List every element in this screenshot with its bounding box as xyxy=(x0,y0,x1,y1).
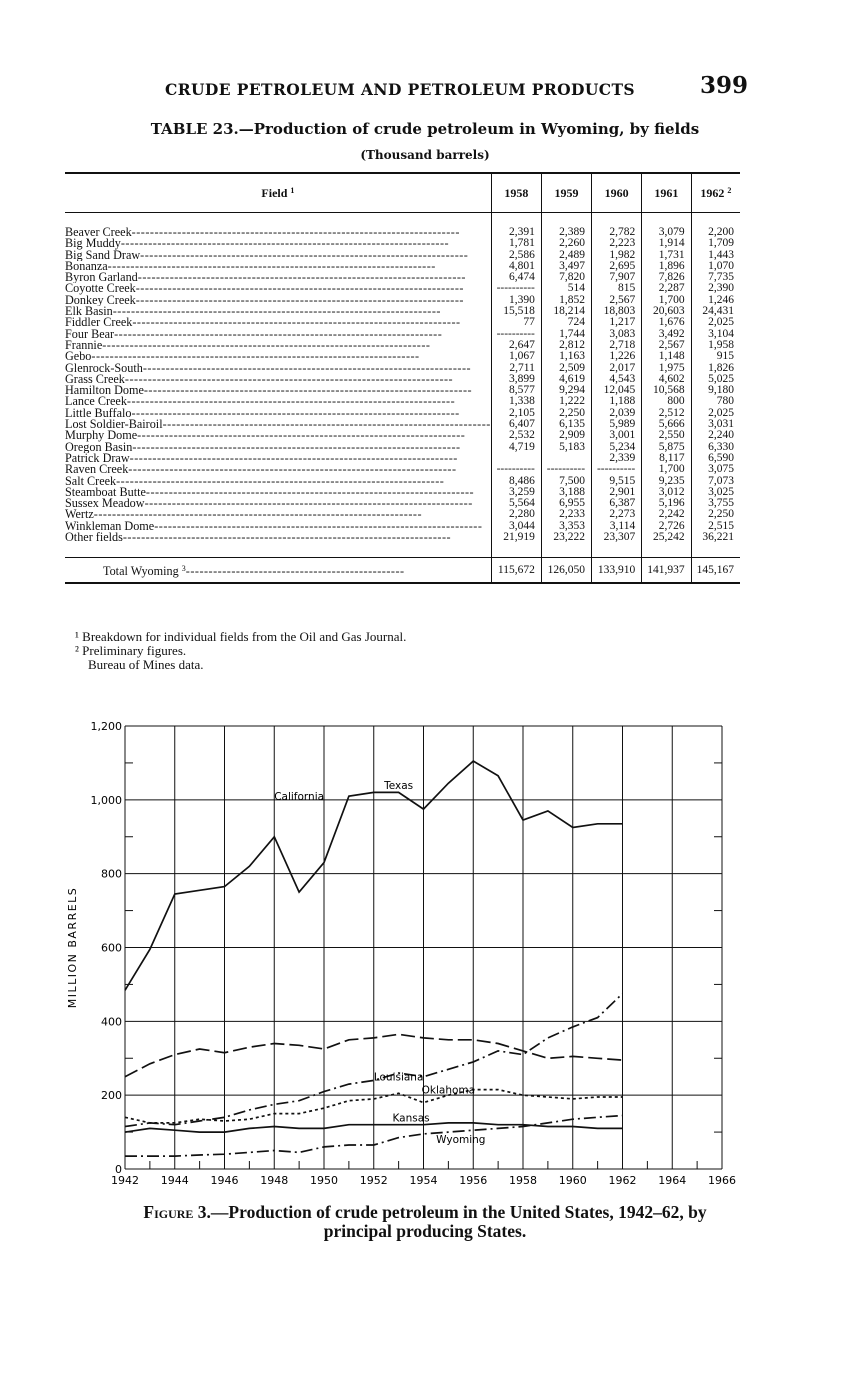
leader-dots: ------------------------------------------------------------------------ xyxy=(137,430,466,442)
table-header-row xyxy=(65,173,740,213)
value-cell: 1,958 xyxy=(691,340,740,351)
value-cell: 5,666 xyxy=(642,419,691,430)
series-label-california: California xyxy=(274,790,325,803)
y-tick-label: 200 xyxy=(101,1089,122,1103)
x-tick-label: 1942 xyxy=(111,1174,139,1187)
field-name: Hamilton Dome xyxy=(65,385,144,397)
field-name: Coyotte Creek xyxy=(65,283,136,295)
value-cell: 4,719 xyxy=(491,442,541,453)
value-cell: 3,001 xyxy=(592,430,642,441)
leader-dots: ------------------------------------------------------------------------ xyxy=(131,407,460,420)
table-row xyxy=(65,385,740,396)
leader-dots: ------------------------------------------------------------------------ xyxy=(107,260,436,273)
x-tick-label: 1964 xyxy=(658,1174,687,1187)
running-head xyxy=(0,68,850,108)
value-cell: 2,105 xyxy=(491,408,541,419)
total-value-cell: 115,672 xyxy=(491,558,541,584)
table-row xyxy=(65,351,740,362)
field-name: Salt Creek xyxy=(65,475,117,487)
figure-caption xyxy=(0,1203,850,1241)
table-row xyxy=(65,498,740,509)
field-name: Wertz xyxy=(65,509,94,521)
leader-dots: ------------------------------------------------------------------------ xyxy=(154,520,483,533)
field-name: Big Muddy xyxy=(65,238,121,250)
leader-dots: ------------------------------------------------------------------------ xyxy=(124,373,454,386)
value-cell: 2,515 xyxy=(691,521,740,532)
x-tick-label: 1958 xyxy=(509,1174,537,1187)
leader-dots: ------------------------------------------------------------------------ xyxy=(114,328,443,340)
value-cell: 2,250 xyxy=(691,509,740,520)
field-name: Frannie xyxy=(65,339,103,352)
value-cell: 5,196 xyxy=(642,498,691,509)
value-cell: 36,221 xyxy=(691,532,740,543)
table-spacer-row xyxy=(65,213,740,228)
leader-dots: ------------------------------------------------------------------------ xyxy=(126,396,456,408)
table-row xyxy=(65,374,740,385)
value-cell: 1,222 xyxy=(541,396,591,407)
total-value-cell: 126,050 xyxy=(541,558,591,584)
table-row xyxy=(65,283,740,294)
value-cell: 1,914 xyxy=(642,238,691,249)
year-label: 1962 xyxy=(700,185,725,200)
value-cell: 1,246 xyxy=(691,295,740,306)
value-cell: 3,025 xyxy=(691,487,740,498)
production-table xyxy=(65,172,740,584)
value-cell: 1,826 xyxy=(691,363,740,374)
leader-dots: ------------------------------------------------ xyxy=(185,564,405,579)
field-name: Fiddler Creek xyxy=(65,317,133,329)
value-cell: 3,353 xyxy=(541,521,591,532)
leader-dots: ------------------------------------------------------------------------ xyxy=(145,486,475,499)
table-row xyxy=(65,419,740,430)
value-cell: 7,500 xyxy=(541,476,591,487)
value-cell: ---------- xyxy=(491,283,541,294)
leader-dots: ------------------------------------------------------------------------ xyxy=(137,272,466,284)
value-cell: 2,017 xyxy=(592,363,642,374)
field-name: Steamboat Butte xyxy=(65,486,146,499)
value-cell: 3,114 xyxy=(592,521,642,532)
field-name: Sussex Meadow xyxy=(65,498,145,510)
value-cell: 9,235 xyxy=(642,476,691,487)
x-tick-label: 1956 xyxy=(459,1174,488,1187)
value-cell: 2,489 xyxy=(541,250,591,261)
table-row xyxy=(65,396,740,407)
value-cell: 8,117 xyxy=(642,453,691,464)
leader-dots: ------------------------------------------------------------------------ xyxy=(129,452,458,465)
year-column-header xyxy=(491,173,541,213)
footnotes xyxy=(75,630,406,672)
field-name: Patrick Draw xyxy=(65,452,130,465)
value-cell: 3,104 xyxy=(691,329,740,340)
value-cell: 6,955 xyxy=(541,498,591,509)
value-cell: 3,075 xyxy=(691,464,740,475)
value-cell: 3,012 xyxy=(642,487,691,498)
value-cell: 2,567 xyxy=(642,340,691,351)
value-cell: 2,909 xyxy=(541,430,591,441)
value-cell: 1,982 xyxy=(592,250,642,261)
field-name: Big Sand Draw xyxy=(65,249,141,261)
value-cell: 7,735 xyxy=(691,272,740,283)
leader-dots: ------------------------------------------------------------------------ xyxy=(131,227,460,239)
value-cell: 1,390 xyxy=(491,295,541,306)
value-cell: 2,391 xyxy=(491,227,541,238)
value-cell: ---------- xyxy=(541,464,591,475)
table-row xyxy=(65,340,740,351)
value-cell: 2,567 xyxy=(592,295,642,306)
field-name: Elk Basin xyxy=(65,306,113,318)
value-cell: 2,233 xyxy=(541,509,591,520)
value-cell: 9,515 xyxy=(592,476,642,487)
series-label-louisiana: Louisiana xyxy=(373,1071,424,1084)
value-cell: ---------- xyxy=(491,464,541,475)
field-name: Grass Creek xyxy=(65,373,125,386)
field-name: Lost Soldier-Bairoil xyxy=(65,419,163,431)
y-tick-label: 0 xyxy=(115,1163,122,1176)
value-cell: 23,307 xyxy=(592,532,642,543)
value-cell: 1,709 xyxy=(691,238,740,249)
value-cell: 6,407 xyxy=(491,419,541,430)
table-row xyxy=(65,238,740,249)
series-label-wyoming: Wyoming xyxy=(436,1134,486,1147)
value-cell: 10,568 xyxy=(642,385,691,396)
value-cell: 5,025 xyxy=(691,374,740,385)
value-cell: 1,896 xyxy=(642,261,691,272)
value-cell: 9,294 xyxy=(541,385,591,396)
leader-dots: ------------------------------------------------------------------------ xyxy=(112,306,441,318)
value-cell: 2,512 xyxy=(642,408,691,419)
series-label-kansas: Kansas xyxy=(392,1112,430,1125)
field-name: Glenrock-South xyxy=(65,362,143,374)
field-name: Byron Garland xyxy=(65,272,138,284)
field-name: Little Buffalo xyxy=(65,407,132,420)
y-tick-label: 1,000 xyxy=(90,793,122,807)
value-cell: 20,603 xyxy=(642,306,691,317)
value-cell: 1,852 xyxy=(541,295,591,306)
leader-dots: ------------------------------------------------------------------------ xyxy=(128,464,457,476)
x-tick-label: 1960 xyxy=(558,1174,587,1187)
value-cell: 724 xyxy=(541,317,591,328)
value-cell: 1,731 xyxy=(642,250,691,261)
table-row xyxy=(65,295,740,306)
value-cell: 1,148 xyxy=(642,351,691,362)
value-cell: 2,242 xyxy=(642,509,691,520)
value-cell: ---------- xyxy=(491,329,541,340)
value-cell: 7,073 xyxy=(691,476,740,487)
field-name: Other fields xyxy=(65,532,123,544)
leader-dots: ------------------------------------------------------------------------ xyxy=(102,339,431,352)
value-cell: 1,338 xyxy=(491,396,541,407)
value-cell: 815 xyxy=(592,283,642,294)
value-cell: 2,550 xyxy=(642,430,691,441)
value-cell: 6,387 xyxy=(592,498,642,509)
table-row xyxy=(65,363,740,374)
y-tick-label: 600 xyxy=(101,941,122,955)
leader-dots: ------------------------------------------------------------------------ xyxy=(140,249,469,261)
field-column-header xyxy=(65,173,491,213)
value-cell: 6,330 xyxy=(691,442,740,453)
value-cell: 3,079 xyxy=(642,227,691,238)
y-tick-label: 1,200 xyxy=(90,720,122,733)
leader-dots: ------------------------------------------------------------------------ xyxy=(162,419,491,431)
value-cell: 5,989 xyxy=(592,419,642,430)
field-name: Four Bear xyxy=(65,328,115,340)
value-cell: 2,711 xyxy=(491,363,541,374)
table-row xyxy=(65,532,740,543)
value-cell: ---------- xyxy=(592,464,642,475)
value-cell: 800 xyxy=(642,396,691,407)
field-name: Winkleman Dome xyxy=(65,520,155,533)
x-tick-label: 1946 xyxy=(210,1174,239,1187)
leader-dots: ------------------------------------------------------------------------ xyxy=(144,498,473,510)
table-row xyxy=(65,487,740,498)
value-cell: 1,443 xyxy=(691,250,740,261)
table-row xyxy=(65,476,740,487)
x-tick-label: 1954 xyxy=(409,1174,438,1187)
table-row xyxy=(65,509,740,520)
value-cell: 1,700 xyxy=(642,464,691,475)
x-tick-label: 1944 xyxy=(160,1174,189,1187)
table-row xyxy=(65,329,740,340)
value-cell: 1,217 xyxy=(592,317,642,328)
year-label: 1960 xyxy=(604,185,629,200)
value-cell: 4,801 xyxy=(491,261,541,272)
series-label-texas: Texas xyxy=(384,779,414,792)
field-name: Beaver Creek xyxy=(65,227,132,239)
value-cell: 1,067 xyxy=(491,351,541,362)
footnote: Bureau of Mines data. xyxy=(88,657,204,672)
value-cell: 7,826 xyxy=(642,272,691,283)
leader-dots: ------------------------------------------------------------------------ xyxy=(143,385,473,397)
leader-dots: ------------------------------------------------------------------------ xyxy=(93,509,423,521)
table-row xyxy=(65,261,740,272)
x-tick-label: 1966 xyxy=(708,1174,736,1187)
total-value-cell: 145,167 xyxy=(691,558,740,584)
value-cell: 3,899 xyxy=(491,374,541,385)
table-row xyxy=(65,430,740,441)
value-cell: 2,339 xyxy=(592,453,642,464)
value-cell: 1,226 xyxy=(592,351,642,362)
value-cell: 1,163 xyxy=(541,351,591,362)
value-cell: 2,389 xyxy=(541,227,591,238)
figure-caption-line: principal producing States. xyxy=(323,1221,527,1241)
field-name: Raven Creek xyxy=(65,464,129,476)
value-cell: 1,676 xyxy=(642,317,691,328)
value-cell: 2,250 xyxy=(541,408,591,419)
year-column-header xyxy=(541,173,591,213)
x-tick-label: 1948 xyxy=(260,1174,289,1187)
value-cell: 2,390 xyxy=(691,283,740,294)
field-header-label: Field xyxy=(261,185,288,200)
table-row xyxy=(65,408,740,419)
year-label: 1959 xyxy=(554,185,579,200)
value-cell: 4,619 xyxy=(541,374,591,385)
value-cell: 3,497 xyxy=(541,261,591,272)
value-cell: 2,200 xyxy=(691,227,740,238)
footnote: ² Preliminary figures. xyxy=(75,643,187,658)
value-cell: 1,781 xyxy=(491,238,541,249)
value-cell: 3,031 xyxy=(691,419,740,430)
value-cell: 2,782 xyxy=(592,227,642,238)
table-row xyxy=(65,317,740,328)
year-label: 1958 xyxy=(504,185,529,200)
x-tick-label: 1962 xyxy=(608,1174,637,1187)
value-cell: 6,474 xyxy=(491,272,541,283)
figure-label: Figure 3. xyxy=(143,1202,211,1222)
value-cell: 2,025 xyxy=(691,408,740,419)
value-cell: 4,543 xyxy=(592,374,642,385)
table-row xyxy=(65,250,740,261)
value-cell: 24,431 xyxy=(691,306,740,317)
value-cell: 2,726 xyxy=(642,521,691,532)
value-cell: 3,492 xyxy=(642,329,691,340)
value-cell: 3,755 xyxy=(691,498,740,509)
value-cell: 5,183 xyxy=(541,442,591,453)
table-row xyxy=(65,464,740,475)
total-row xyxy=(65,558,740,584)
value-cell: 780 xyxy=(691,396,740,407)
leader-dots: ------------------------------------------------------------------------ xyxy=(142,362,472,374)
year-column-header xyxy=(642,173,691,213)
value-cell: 7,820 xyxy=(541,272,591,283)
field-name: Murphy Dome xyxy=(65,430,138,442)
field-name: Bonanza xyxy=(65,260,108,273)
table-body xyxy=(65,213,740,584)
total-value-cell: 141,937 xyxy=(642,558,691,584)
leader-dots: ------------------------------------------------------------------------ xyxy=(132,441,461,453)
value-cell: 2,532 xyxy=(491,430,541,441)
value-cell: 2,240 xyxy=(691,430,740,441)
value-cell: 2,025 xyxy=(691,317,740,328)
leader-dots: ------------------------------------------------------------------------ xyxy=(135,294,464,307)
total-label: Total Wyoming xyxy=(103,564,179,579)
value-cell: 1,700 xyxy=(642,295,691,306)
value-cell: 18,214 xyxy=(541,306,591,317)
value-cell: 2,586 xyxy=(491,250,541,261)
table-row xyxy=(65,453,740,464)
leader-dots: ------------------------------------------------------------------------ xyxy=(135,283,464,295)
year-column-header xyxy=(592,173,642,213)
value-cell: 2,260 xyxy=(541,238,591,249)
figure-caption-line: —Production of crude petroleum in the United States, 1942–62, by xyxy=(210,1202,707,1222)
value-cell: 3,044 xyxy=(491,521,541,532)
table-subtitle: (Thousand barrels) xyxy=(360,148,490,162)
year-column-header xyxy=(691,173,740,213)
series-label-oklahoma: Oklahoma xyxy=(421,1084,476,1097)
y-tick-label: 400 xyxy=(101,1015,122,1029)
field-header-footnote-mark: 1 xyxy=(290,185,295,195)
value-cell: 2,223 xyxy=(592,238,642,249)
field-name: Donkey Creek xyxy=(65,294,136,307)
value-cell: 3,188 xyxy=(541,487,591,498)
table-title: TABLE 23.—Production of crude petroleum in Wyoming, by fields xyxy=(150,120,700,138)
year-footnote-mark: 2 xyxy=(727,185,732,195)
value-cell: 5,564 xyxy=(491,498,541,509)
leader-dots: ------------------------------------------------------------------------ xyxy=(120,238,450,250)
leader-dots: ------------------------------------------------------------------------ xyxy=(91,351,420,363)
footnote: ¹ Breakdown for individual fields from the Oil and Gas Journal. xyxy=(75,629,407,644)
page-number: 399 xyxy=(700,72,749,99)
value-cell: 1,188 xyxy=(592,396,642,407)
table-spacer-row xyxy=(65,543,740,558)
leader-dots: ------------------------------------------------------------------------ xyxy=(122,532,452,544)
table-row xyxy=(65,272,740,283)
value-cell: 3,259 xyxy=(491,487,541,498)
table-row xyxy=(65,227,740,238)
table-row xyxy=(65,306,740,317)
field-name: Gebo xyxy=(65,351,92,363)
leader-dots: ------------------------------------------------------------------------ xyxy=(132,317,461,329)
value-cell: 2,718 xyxy=(592,340,642,351)
table-row xyxy=(65,521,740,532)
value-cell: 6,135 xyxy=(541,419,591,430)
value-cell: 2,273 xyxy=(592,509,642,520)
value-cell: 5,875 xyxy=(642,442,691,453)
value-cell: 2,901 xyxy=(592,487,642,498)
x-tick-label: 1950 xyxy=(310,1174,338,1187)
value-cell: 6,590 xyxy=(691,453,740,464)
leader-dots: ------------------------------------------------------------------------ xyxy=(116,475,445,487)
value-cell: 9,180 xyxy=(691,385,740,396)
value-cell: 1,070 xyxy=(691,261,740,272)
value-cell: 4,602 xyxy=(642,374,691,385)
table-row xyxy=(65,442,740,453)
value-cell: 18,803 xyxy=(592,306,642,317)
value-cell: 23,222 xyxy=(541,532,591,543)
value-cell: 2,695 xyxy=(592,261,642,272)
value-cell: 21,919 xyxy=(491,532,541,543)
value-cell: 7,907 xyxy=(592,272,642,283)
value-cell: 77 xyxy=(491,317,541,328)
value-cell: 2,647 xyxy=(491,340,541,351)
x-tick-label: 1952 xyxy=(359,1174,388,1187)
value-cell: 2,039 xyxy=(592,408,642,419)
total-value-cell: 133,910 xyxy=(592,558,642,584)
y-tick-label: 800 xyxy=(101,867,122,881)
value-cell: 15,518 xyxy=(491,306,541,317)
value-cell: 3,083 xyxy=(592,329,642,340)
value-cell: 2,280 xyxy=(491,509,541,520)
value-cell: 2,509 xyxy=(541,363,591,374)
value-cell: 8,577 xyxy=(491,385,541,396)
value-cell: 12,045 xyxy=(592,385,642,396)
value-cell: 1,975 xyxy=(642,363,691,374)
value-cell: 5,234 xyxy=(592,442,642,453)
value-cell: 514 xyxy=(541,283,591,294)
value-cell: 2,812 xyxy=(541,340,591,351)
field-name: Oregon Basin xyxy=(65,441,133,453)
value-cell: 2,287 xyxy=(642,283,691,294)
total-footnote-mark: 3 xyxy=(181,564,186,574)
value-cell: 1,744 xyxy=(541,329,591,340)
value-cell: 25,242 xyxy=(642,532,691,543)
y-axis-label: MILLION BARRELS xyxy=(66,886,79,1009)
value-cell: 915 xyxy=(691,351,740,362)
production-line-chart xyxy=(60,715,740,1195)
year-label: 1961 xyxy=(654,185,679,200)
value-cell: 8,486 xyxy=(491,476,541,487)
running-title: CRUDE PETROLEUM AND PETROLEUM PRODUCTS xyxy=(165,80,636,99)
field-name: Lance Creek xyxy=(65,396,127,408)
